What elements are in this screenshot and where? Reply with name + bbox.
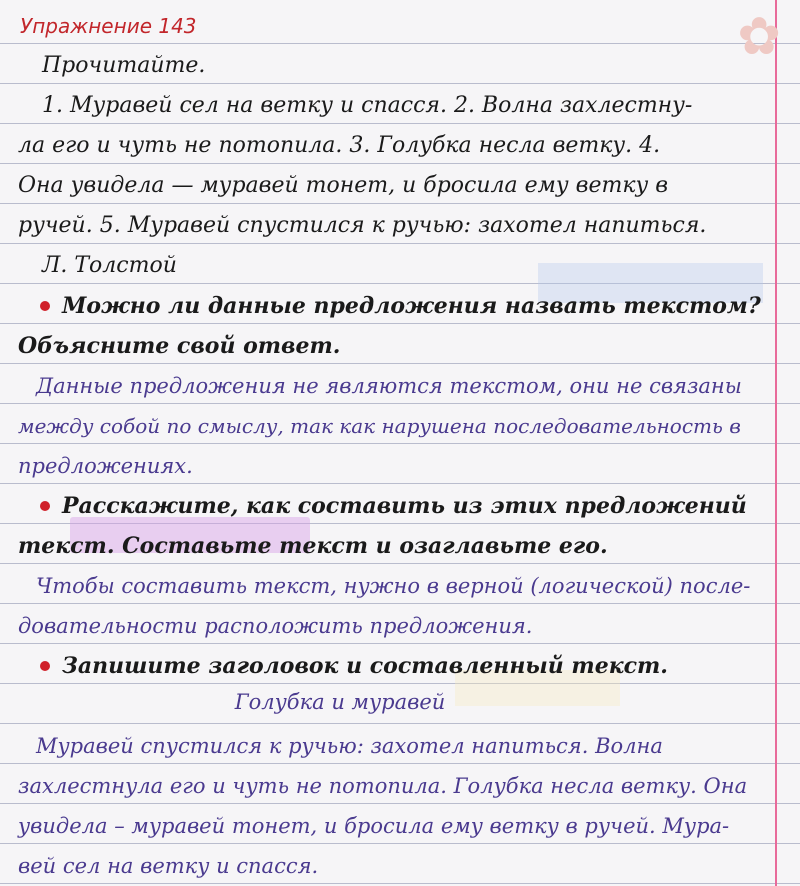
text-line: Она увидела — муравей тонет, и бросила ему ветку в	[18, 173, 669, 198]
mascot-logo-icon: ✿	[737, 7, 781, 67]
answer-2-line: довательности расположить предложения.	[18, 614, 533, 638]
story-title: Голубка и муравей	[234, 690, 446, 714]
question-2-line: текст. Составьте текст и озаглавьте его.	[18, 533, 608, 559]
question-3	[36, 646, 800, 686]
story-line: вей сел на ветку и спасся.	[18, 854, 319, 878]
question-2	[36, 486, 800, 526]
story-line: Муравей спустился к ручью: захотел напиться. Волна	[36, 734, 663, 758]
exercise-title: Упражнение 143	[20, 14, 197, 38]
question-2-line: Расскажите, как составить из этих предложений	[62, 493, 747, 519]
question-1	[36, 286, 800, 326]
text-line: 1. Муравей сел на ветку и спасся. 2. Волна захлестну-	[42, 93, 693, 118]
bullet-icon	[40, 661, 50, 671]
answer-2-line: Чтобы составить текст, нужно в верной (логической) после-	[36, 574, 751, 598]
answer-1-line: между собой по смыслу, так как нарушена последовательность в	[18, 414, 741, 438]
story-line: захлестнула его и чуть не потопила. Голубка несла ветку. Она	[18, 774, 748, 798]
text-line: ручей. 5. Муравей спустился к ручью: захотел напиться.	[18, 213, 707, 238]
question-1-line: Можно ли данные предложения назвать текстом?	[62, 293, 761, 319]
story-line: увидела – муравей тонет, и бросила ему ветку в ручей. Мура-	[18, 814, 730, 838]
bullet-icon	[40, 301, 50, 311]
bullet-icon	[40, 501, 50, 511]
question-1-line: Объясните свой ответ.	[18, 333, 341, 359]
text-line: ла его и чуть не потопила. 3. Голубка несла ветку. 4.	[18, 133, 661, 158]
answer-1-line: предложениях.	[18, 454, 193, 478]
question-3-text: Запишите заголовок и составленный текст.	[62, 653, 668, 679]
author: Л. Толстой	[42, 253, 177, 278]
answer-1-line: Данные предложения не являются текстом, они не связаны	[36, 374, 742, 398]
instruction: Прочитайте.	[42, 53, 206, 78]
